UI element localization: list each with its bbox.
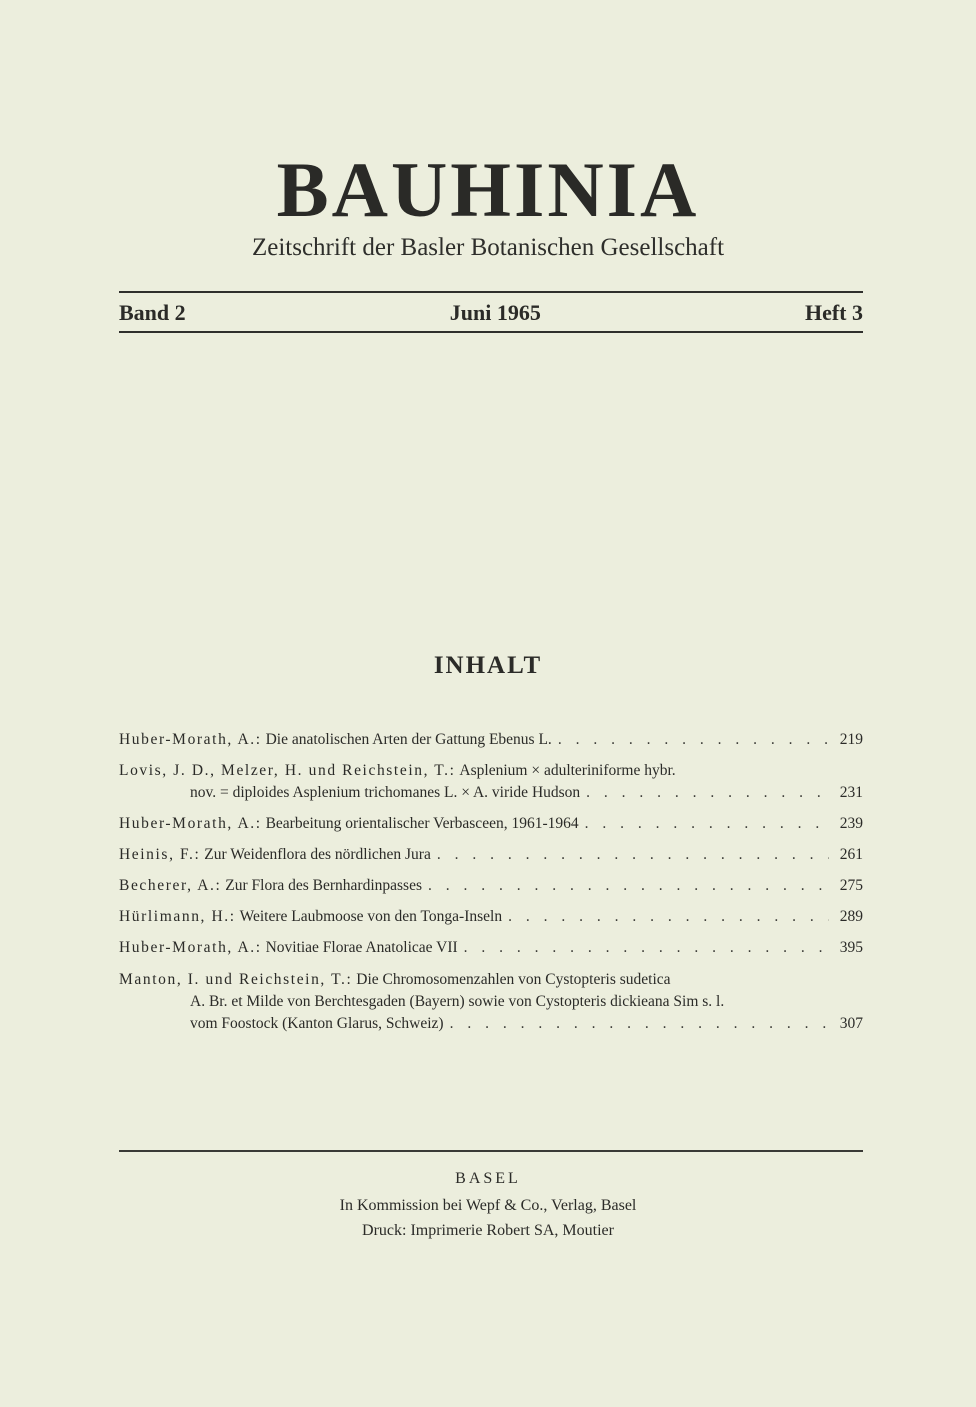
entry-title: Zur Flora des Bernhardinpasses [225, 877, 422, 894]
leader-dots [450, 1013, 829, 1035]
leader-dots [585, 813, 829, 835]
entry-page: 239 [839, 815, 863, 832]
issue-number: Heft 3 [804, 300, 863, 325]
toc-entry [119, 844, 863, 866]
entry-author: Hürlimann, H.: [119, 908, 236, 925]
leader-dots [437, 844, 829, 866]
entry-page: 261 [839, 846, 863, 863]
entry-title: Bearbeitung orientalischer Verbasceen, 1961-1964 [265, 815, 579, 832]
entry-author: Manton, I. und Reichstein, T.: [119, 971, 353, 988]
toc-entry [119, 760, 863, 804]
entry-author: Becherer, A.: [119, 877, 222, 894]
toc-entry [119, 969, 863, 1035]
entry-page: 289 [839, 908, 863, 925]
entry-page: 395 [839, 939, 863, 956]
contents-heading: INHALT [433, 652, 543, 679]
issue-bottom-rule [119, 331, 863, 333]
toc-entry [119, 729, 863, 751]
leader-dots [428, 875, 829, 897]
entry-title: Die anatolischen Arten der Gattung Ebenus L. [265, 731, 552, 748]
entry-title-line: vom Foostock (Kanton Glarus, Schweiz) [190, 1015, 444, 1032]
entry-page: 219 [839, 731, 863, 748]
entry-author: Huber-Morath, A.: [119, 815, 262, 832]
entry-title-line: A. Br. et Milde von Berchtesgaden (Bayern) sowie von Cystopteris dickieana Sim s. l. [190, 993, 725, 1010]
toc-entry [119, 937, 863, 959]
leader-dots [558, 729, 829, 751]
entry-title: Weitere Laubmoose von den Tonga-Inseln [239, 908, 503, 925]
toc-entry [119, 813, 863, 835]
volume-label: Band 2 [119, 300, 186, 325]
leader-dots [586, 782, 829, 804]
leader-dots [464, 937, 829, 959]
entry-title-line: Asplenium × adulteriniforme hybr. [459, 762, 676, 779]
toc-entry [119, 906, 863, 928]
footer-rule [119, 1150, 863, 1152]
entry-title: Novitiae Florae Anatolicae VII [265, 939, 458, 956]
imprint-city: BASEL [455, 1170, 521, 1187]
entry-author: Heinis, F.: [119, 846, 201, 863]
entry-title-line: Die Chromosomenzahlen von Cystopteris sudetica [356, 971, 671, 988]
toc-entry [119, 875, 863, 897]
issue-date: Juni 1965 [449, 300, 541, 325]
entry-page: 275 [839, 877, 863, 894]
journal-title: BAUHINIA [276, 146, 700, 233]
entry-page: 307 [839, 1015, 863, 1032]
entry-author: Lovis, J. D., Melzer, H. und Reichstein, T.: [119, 762, 456, 779]
imprint-printer: Druck: Imprimerie Robert SA, Moutier [362, 1222, 614, 1239]
entry-title-line: nov. = diploides Asplenium trichomanes L. × A. viride Hudson [190, 784, 581, 801]
imprint-publisher: In Kommission bei Wepf & Co., Verlag, Basel [339, 1197, 637, 1214]
entry-page: 231 [839, 784, 863, 801]
leader-dots [508, 906, 829, 928]
top-rule [119, 291, 863, 293]
entry-author: Huber-Morath, A.: [119, 731, 262, 748]
journal-subtitle: Zeitschrift der Basler Botanischen Gesellschaft [251, 234, 725, 261]
entry-author: Huber-Morath, A.: [119, 939, 262, 956]
entry-title: Zur Weidenflora des nördlichen Jura [204, 846, 431, 863]
issue-info [119, 298, 863, 328]
